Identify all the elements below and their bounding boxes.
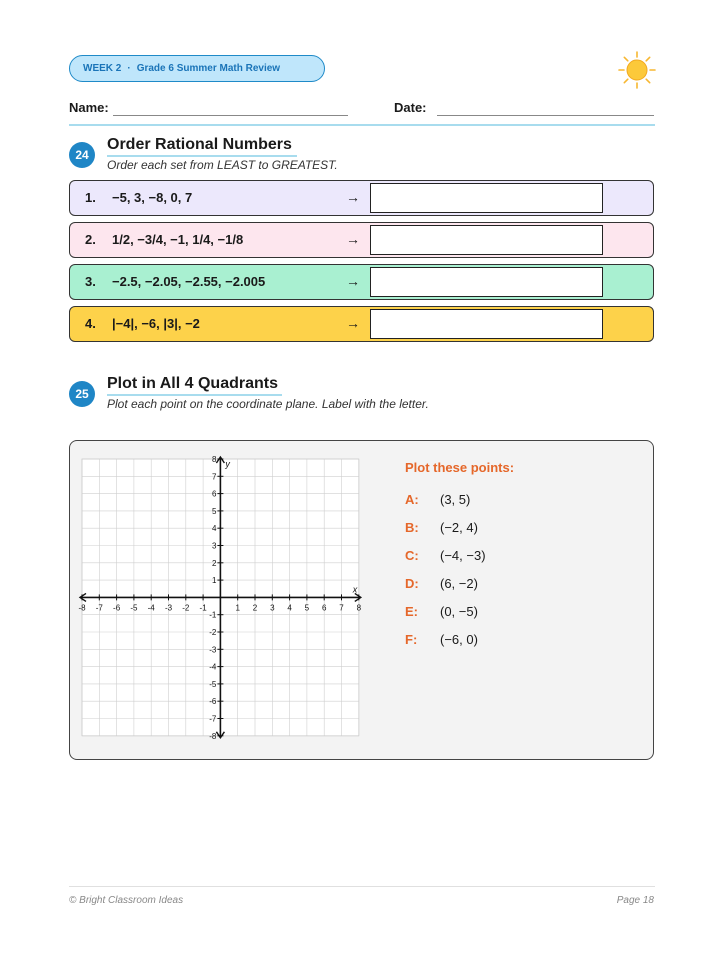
order-row xyxy=(69,264,654,300)
x-tick-label: -2 xyxy=(182,603,190,613)
week-label: WEEK 2 xyxy=(83,63,122,74)
x-tick-label: 6 xyxy=(321,603,327,613)
y-tick-label: 6 xyxy=(211,489,217,499)
point-label: C: xyxy=(405,548,419,563)
number-set: 1/2, −3/4, −1, 1/4, −1/8 xyxy=(112,232,244,247)
header-divider xyxy=(69,124,655,126)
section-title: Plot in All 4 Quadrants xyxy=(107,375,278,392)
order-row xyxy=(69,306,654,342)
worksheet-title: Grade 6 Summer Math Review xyxy=(136,63,281,74)
arrow-right-icon: → xyxy=(346,273,360,289)
row-number: 4. xyxy=(85,316,96,331)
point-label: E: xyxy=(405,604,418,619)
section-instructions: Order each set from LEAST to GREATEST. xyxy=(107,158,338,172)
y-tick-label: 2 xyxy=(211,558,217,568)
point-label: B: xyxy=(405,520,419,535)
y-tick-label: 3 xyxy=(211,541,217,551)
row-number: 2. xyxy=(85,232,96,247)
arrow-right-icon: → xyxy=(346,189,360,205)
number-set: |−4|, −6, |3|, −2 xyxy=(112,316,200,331)
y-tick-label: 1 xyxy=(211,576,217,586)
y-tick-label: -1 xyxy=(209,610,217,620)
problem-number-badge: 25 xyxy=(69,381,95,407)
sun-icon xyxy=(617,50,657,90)
point-coordinates: (6, −2) xyxy=(440,576,478,591)
answer-box[interactable] xyxy=(370,309,603,339)
number-set: −5, 3, −8, 0, 7 xyxy=(112,190,193,205)
row-number: 3. xyxy=(85,274,96,289)
problem-number-badge: 24 xyxy=(69,142,95,168)
point-coordinates: (−2, 4) xyxy=(440,520,478,535)
y-tick-label: 7 xyxy=(211,472,217,482)
date-label: Date: xyxy=(394,100,427,115)
x-tick-label: 8 xyxy=(356,603,362,613)
plot-heading: Plot these points: xyxy=(405,460,515,475)
row-number: 1. xyxy=(85,190,96,205)
point-label: F: xyxy=(405,632,418,647)
x-tick-label: 5 xyxy=(304,603,310,613)
y-tick-label: -5 xyxy=(209,679,217,689)
arrow-right-icon: → xyxy=(346,315,360,331)
point-coordinates: (−6, 0) xyxy=(440,632,478,647)
point-coordinates: (−4, −3) xyxy=(440,548,486,563)
y-tick-label: 5 xyxy=(211,506,217,516)
x-tick-label: 3 xyxy=(270,603,275,613)
x-tick-label: 4 xyxy=(287,603,292,613)
x-tick-label: 7 xyxy=(339,603,344,613)
name-label: Name: xyxy=(69,100,109,115)
x-tick-label: -4 xyxy=(147,603,155,613)
arrow-right-icon: → xyxy=(346,231,360,247)
y-tick-label: -6 xyxy=(209,697,217,707)
footer-page-number: Page 18 xyxy=(616,895,654,906)
answer-box[interactable] xyxy=(370,267,603,297)
date-field[interactable] xyxy=(437,115,654,116)
section-title: Order Rational Numbers xyxy=(107,136,292,153)
header-separator: · xyxy=(127,63,131,74)
x-tick-label: -7 xyxy=(95,603,103,613)
y-tick-label: -2 xyxy=(209,628,217,637)
y-tick-label: -4 xyxy=(209,662,217,672)
name-field[interactable] xyxy=(113,115,348,116)
point-coordinates: (0, −5) xyxy=(440,604,478,619)
section-instructions: Plot each point on the coordinate plane. Label with the letter. xyxy=(107,397,429,411)
y-axis-label: y xyxy=(225,459,230,469)
title-underline xyxy=(107,394,282,396)
point-label: D: xyxy=(405,576,419,591)
answer-box[interactable] xyxy=(370,225,603,255)
x-tick-label: -6 xyxy=(113,603,121,613)
number-set: −2.5, −2.05, −2.55, −2.005 xyxy=(112,274,266,289)
x-tick-label: -1 xyxy=(199,603,207,613)
x-tick-label: 1 xyxy=(235,603,240,613)
coordinate-plane[interactable] xyxy=(78,455,368,745)
y-tick-label: -7 xyxy=(209,714,217,724)
y-tick-label: -3 xyxy=(209,645,217,655)
answer-box[interactable] xyxy=(370,183,603,213)
y-tick-label: 8 xyxy=(211,455,217,464)
point-coordinates: (3, 5) xyxy=(440,492,471,507)
x-tick-label: -5 xyxy=(130,603,138,613)
x-tick-label: 2 xyxy=(252,603,258,613)
x-axis-label: x xyxy=(352,584,358,595)
footer-divider xyxy=(69,886,655,887)
y-tick-label: 4 xyxy=(211,524,217,534)
y-tick-label: -8 xyxy=(209,731,217,741)
x-tick-label: -3 xyxy=(164,603,173,613)
title-underline xyxy=(107,155,297,157)
x-tick-label: -8 xyxy=(78,603,86,613)
footer-copyright: © Bright Classroom Ideas xyxy=(69,895,184,906)
point-label: A: xyxy=(405,492,419,507)
week-header-pill xyxy=(69,55,325,82)
order-row xyxy=(69,222,654,258)
order-row xyxy=(69,180,654,216)
